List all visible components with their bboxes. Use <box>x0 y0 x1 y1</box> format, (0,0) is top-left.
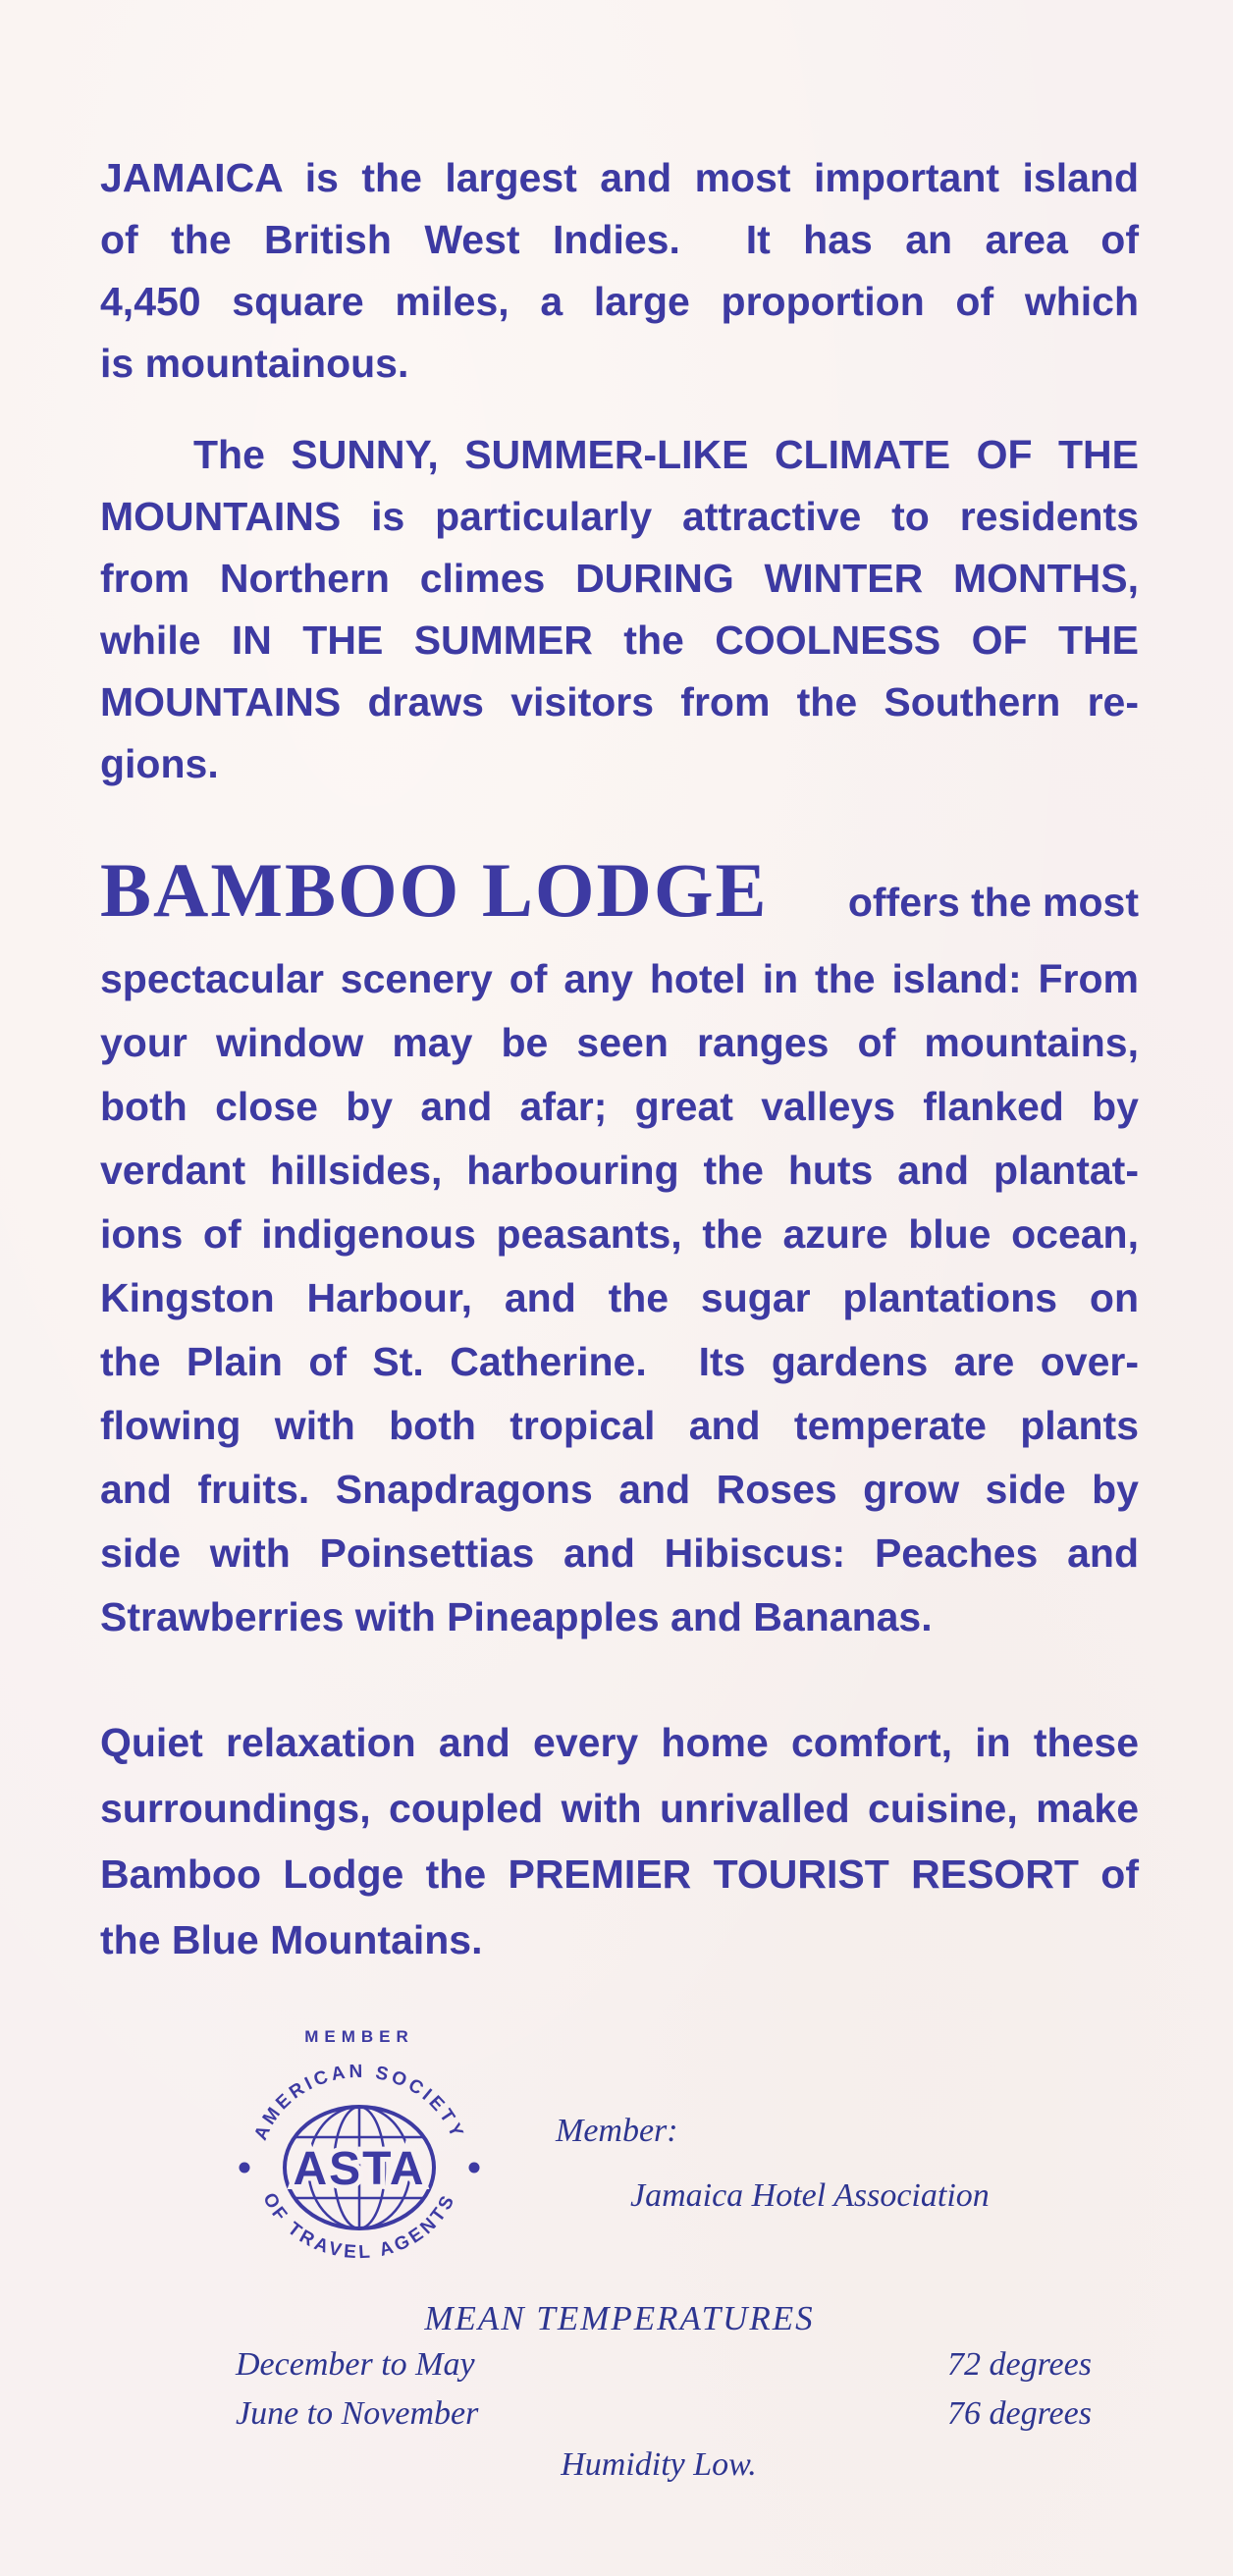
intro-paragraph <box>100 147 1139 395</box>
asta-acronym: ASTA <box>293 2143 426 2195</box>
lodge-line: and fruits. Snapdragons and Roses grow side by <box>100 1467 1139 1512</box>
climate-line: MOUNTAINS draws visitors from the Southern re- <box>100 679 1139 724</box>
comfort-line: Quiet relaxation and every home comfort, in these <box>100 1720 1139 1765</box>
temperatures-title: MEAN TEMPERATURES <box>424 2299 815 2337</box>
lodge-line: spectacular scenery of any hotel in the island: From <box>100 956 1139 1001</box>
lodge-line: verdant hillsides, harbouring the huts and plantat- <box>100 1148 1139 1193</box>
temp-period: December to May <box>236 2346 475 2383</box>
member-association: Jamaica Hotel Association <box>630 2177 990 2214</box>
lodge-line: your window may be seen ranges of mountains, <box>100 1020 1139 1065</box>
temp-value: 72 degrees <box>947 2346 1092 2383</box>
lodge-title-tail: offers the most <box>847 880 1139 925</box>
lodge-heading-line <box>100 848 1139 934</box>
temperatures-section <box>100 2297 1139 2490</box>
lodge-paragraph <box>100 947 1139 1649</box>
asta-seal <box>234 2018 485 2283</box>
lodge-line: Strawberries with Pineapples and Bananas. <box>100 1594 933 1639</box>
intro-line: of the British West Indies. It has an area of <box>100 217 1139 262</box>
lodge-title: BAMBOO LODGE <box>100 847 769 933</box>
comfort-paragraph <box>100 1710 1139 1973</box>
seal-left-dot <box>240 2163 250 2174</box>
intro-line: 4,450 square miles, a large proportion of which <box>100 279 1139 324</box>
comfort-line: the Blue Mountains. <box>100 1917 483 1962</box>
humidity-note: Humidity Low. <box>561 2446 757 2483</box>
temp-value: 76 degrees <box>947 2395 1092 2432</box>
climate-line: MOUNTAINS is particularly attractive to residents <box>100 494 1139 539</box>
climate-line: while IN THE SUMMER the COOLNESS OF THE <box>100 617 1139 663</box>
climate-line: The SUNNY, SUMMER-LIKE CLIMATE OF THE <box>193 432 1139 477</box>
intro-line: is mountainous. <box>100 341 409 386</box>
comfort-line: surroundings, coupled with unrivalled cuisine, make <box>100 1786 1139 1831</box>
asta-arc-top-text: AMERICAN SOCIETY <box>250 2061 468 2144</box>
comfort-line: Bamboo Lodge the PREMIER TOURIST RESORT of <box>100 1852 1139 1897</box>
lodge-line: the Plain of St. Catherine. Its gardens are over- <box>100 1339 1139 1384</box>
membership-section <box>100 2018 1139 2283</box>
lodge-line: ions of indigenous peasants, the azure blue ocean, <box>100 1211 1139 1257</box>
member-label: Member: <box>556 2113 678 2149</box>
temperature-row <box>100 2340 1139 2389</box>
globe <box>285 2107 434 2228</box>
temperature-row <box>100 2389 1139 2439</box>
member-block <box>556 2018 990 2215</box>
temp-period: June to November <box>236 2395 479 2432</box>
climate-line: from Northern climes DURING WINTER MONTHS, <box>100 556 1139 601</box>
lodge-line: side with Poinsettias and Hibiscus: Peaches and <box>100 1530 1139 1576</box>
seal-right-dot <box>469 2163 480 2174</box>
asta-member-word: MEMBER <box>304 2027 414 2046</box>
climate-paragraph <box>100 424 1139 795</box>
lodge-line: Kingston Harbour, and the sugar plantations on <box>100 1275 1139 1320</box>
asta-globe-icon <box>234 2018 485 2283</box>
lodge-line: both close by and afar; great valleys flanked by <box>100 1084 1139 1129</box>
climate-line: gions. <box>100 741 219 786</box>
asta-arc-bottom-text: OF TRAVEL AGENTS <box>258 2189 460 2264</box>
content-column <box>100 147 1139 2490</box>
lodge-line: flowing with both tropical and temperate plants <box>100 1403 1139 1448</box>
intro-line: JAMAICA is the largest and most important island <box>100 155 1139 200</box>
